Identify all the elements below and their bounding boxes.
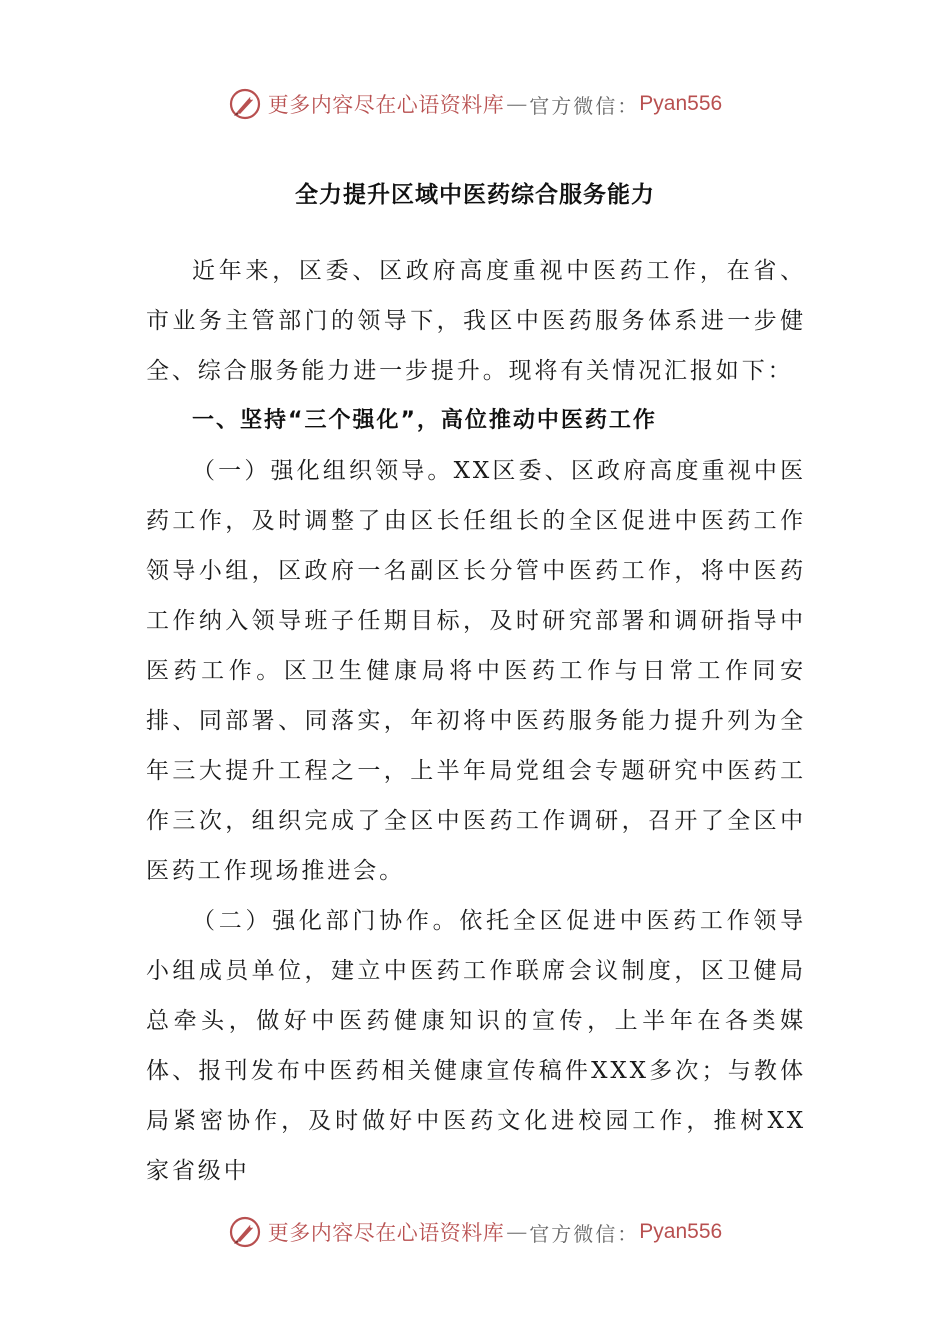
body-paragraph-1: （一）强化组织领导。XX区委、区政府高度重视中医药工作，及时调整了由区长任组长的全区促进中医药工作领导小组，区政府一名副区长分管中医药工作，将中医药工作纳入领导班子任期目标，及时研究部署和调研指导中医药工作。区卫生健康局将中医药工作与日常工作同安排、同部署、同落实，年初将中医药服务能力提升列为全年三大提升工程之一，上半年局党组会专题研究中医药工作三次，组织完成了全区中医药工作调研，召开了全区中医药工作现场推进会。: [146, 458, 806, 884]
watermark-brand-text: 更多内容尽在心语资料库: [267, 1221, 505, 1245]
intro-paragraph: 近年来，区委、区政府高度重视中医药工作，在省、市业务主管部门的领导下，我区中医药服务体系进一步健全、综合服务能力进一步提升。现将有关情况汇报如下：: [146, 258, 806, 384]
watermark-dash: —: [506, 92, 528, 116]
watermark-brand-text: 更多内容尽在心语资料库: [267, 93, 505, 117]
watermark-banner-top: [0, 84, 950, 124]
document-body: [146, 246, 806, 1196]
pen-nib-logo-icon: [228, 87, 262, 121]
watermark-wechat-label: 官方微信：: [529, 93, 640, 118]
body-paragraph-2: （二）强化部门协作。依托全区促进中医药工作领导小组成员单位，建立中医药工作联席会议制度，区卫健局总牵头，做好中医药健康知识的宣传，上半年在各类媒体、报刊发布中医药相关健康宣传稿件XXX多次；与教体局紧密协作，及时做好中医药文化进校园工作，推树XX家省级中: [146, 908, 806, 1184]
watermark-wechat-id: Pyan556: [639, 92, 723, 115]
document-title: 全力提升区域中医药综合服务能力: [295, 182, 655, 208]
pen-nib-logo-icon: [228, 1215, 262, 1249]
watermark-wechat-label: 官方微信：: [529, 1221, 640, 1246]
watermark-wechat-id: Pyan556: [639, 1220, 723, 1243]
watermark-banner-bottom: [0, 1212, 950, 1252]
section-heading: 一、坚持“三个强化”，高位推动中医药工作: [192, 408, 657, 433]
watermark-dash: —: [506, 1220, 528, 1244]
